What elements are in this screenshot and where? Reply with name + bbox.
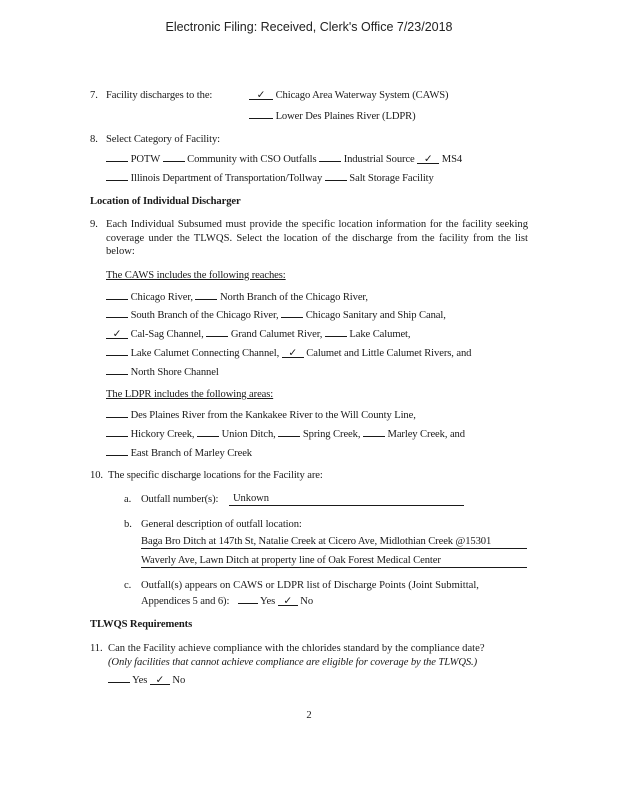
q8-idot-checkbox[interactable] bbox=[106, 170, 128, 181]
q8-ms4-checkbox[interactable]: ✓ bbox=[417, 153, 439, 164]
q7-caws-label: Chicago Area Waterway System (CAWS) bbox=[275, 90, 449, 101]
lake-calumet-label: Lake Calumet, bbox=[349, 329, 411, 340]
q8-salt-checkbox[interactable] bbox=[325, 170, 347, 181]
north-shore-checkbox[interactable] bbox=[106, 364, 128, 375]
desplaines-checkbox[interactable] bbox=[106, 407, 128, 418]
q7-ldpr-label: Lower Des Plaines River (LDPR) bbox=[275, 111, 416, 122]
spring-creek-checkbox[interactable] bbox=[278, 426, 300, 437]
q11-number: 11. bbox=[90, 643, 103, 654]
q11-no-checkbox[interactable]: ✓ bbox=[150, 674, 170, 685]
q10c-no-label: No bbox=[300, 596, 314, 607]
marley-creek-checkbox[interactable] bbox=[363, 426, 385, 437]
ldpr-row1 bbox=[106, 407, 416, 422]
north-branch-label: North Branch of the Chicago River, bbox=[220, 292, 368, 303]
sanitary-canal-checkbox[interactable] bbox=[281, 307, 303, 318]
page-number: 2 bbox=[306, 710, 312, 721]
calumet-rivers-checkbox[interactable]: ✓ bbox=[282, 347, 304, 358]
q8-cso-label: Community with CSO Outfalls bbox=[187, 154, 317, 165]
q10c-yes-label: Yes bbox=[260, 596, 276, 607]
q10c-letter: c. bbox=[124, 580, 132, 591]
union-ditch-label: Union Ditch, bbox=[221, 429, 276, 440]
q8-row2 bbox=[106, 170, 434, 185]
desplaines-label: Des Plaines River from the Kankakee River to the Will County Line, bbox=[130, 410, 416, 421]
q10c-text-line2: Appendices 5 and 6): bbox=[141, 596, 230, 607]
q10c-text-line1: Outfall(s) appears on CAWS or LDPR list of Discharge Points (Joint Submittal, bbox=[141, 580, 479, 591]
q10c-row bbox=[141, 593, 313, 608]
hickory-label: Hickory Creek, bbox=[130, 429, 195, 440]
caws-heading: The CAWS includes the following reaches: bbox=[106, 270, 286, 281]
caws-row3 bbox=[106, 326, 410, 341]
caws-row5 bbox=[106, 364, 219, 379]
q11-note: (Only facilities that cannot achieve compliance are eligible for coverage by the TLWQS.) bbox=[108, 657, 478, 668]
caws-row2 bbox=[106, 307, 446, 322]
q10c-no-checkbox[interactable]: ✓ bbox=[278, 595, 298, 606]
spring-creek-label: Spring Creek, bbox=[302, 429, 361, 440]
calumet-rivers-label: Calumet and Little Calumet Rivers, and bbox=[306, 348, 472, 359]
q7-option-caws[interactable] bbox=[249, 89, 448, 102]
outfall-description-line1[interactable]: Baga Bro Ditch at 147th St, Natalie Creek at Cicero Ave, Midlothian Creek @15301 bbox=[141, 535, 527, 549]
q7-option-ldpr[interactable] bbox=[249, 108, 416, 123]
chicago-river-checkbox[interactable] bbox=[106, 289, 128, 300]
q7-caws-checkbox[interactable]: ✓ bbox=[249, 89, 273, 100]
q11-question: Can the Facility achieve compliance with the chlorides standard by the compliance date? bbox=[108, 643, 485, 654]
q8-ms4-label: MS4 bbox=[441, 154, 463, 165]
q10b-letter: b. bbox=[124, 519, 132, 530]
q10c-yes-checkbox[interactable] bbox=[238, 593, 258, 604]
sanitary-canal-label: Chicago Sanitary and Ship Canal, bbox=[305, 310, 446, 321]
q11-yes-label: Yes bbox=[132, 675, 148, 686]
outfall-description-line2[interactable]: Waverly Ave, Lawn Ditch at property line of Oak Forest Medical Center bbox=[141, 554, 527, 568]
outfall-number-value: Unkown bbox=[233, 493, 269, 504]
q7-ldpr-checkbox[interactable] bbox=[249, 108, 273, 119]
lake-calumet-checkbox[interactable] bbox=[325, 326, 347, 337]
q9-instructions: Each Individual Subsumed must provide the specific location information for the facility seeking coverage under the TLWQS. Select the location of the discharge from the facility from the list below: bbox=[106, 219, 528, 257]
q11-no-label: No bbox=[172, 675, 186, 686]
south-branch-checkbox[interactable] bbox=[106, 307, 128, 318]
q8-potw-checkbox[interactable] bbox=[106, 151, 128, 162]
marley-creek-label: Marley Creek, and bbox=[387, 429, 465, 440]
grand-calumet-label: Grand Calumet River, bbox=[230, 329, 323, 340]
east-marley-checkbox[interactable] bbox=[106, 445, 128, 456]
q8-salt-label: Salt Storage Facility bbox=[349, 173, 434, 184]
outfall-number-field[interactable] bbox=[229, 492, 464, 506]
grand-calumet-checkbox[interactable] bbox=[206, 326, 228, 337]
q11-answer-row bbox=[108, 672, 185, 687]
north-shore-label: North Shore Channel bbox=[130, 367, 219, 378]
q10-number: 10. bbox=[90, 470, 103, 481]
calsag-label: Cal-Sag Channel, bbox=[130, 329, 204, 340]
calsag-checkbox[interactable]: ✓ bbox=[106, 328, 128, 339]
q8-cso-checkbox[interactable] bbox=[163, 151, 185, 162]
q8-label: Select Category of Facility: bbox=[106, 134, 220, 145]
q8-idot-label: Illinois Department of Transportation/Tollway bbox=[130, 173, 323, 184]
q9-number: 9. bbox=[90, 219, 98, 230]
caws-row1 bbox=[106, 289, 368, 304]
q10b-label: General description of outfall location: bbox=[141, 519, 302, 530]
q8-industrial-label: Industrial Source bbox=[343, 154, 415, 165]
union-ditch-checkbox[interactable] bbox=[197, 426, 219, 437]
q10-label: The specific discharge locations for the Facility are: bbox=[108, 470, 323, 481]
section-tlwqs-heading: TLWQS Requirements bbox=[90, 619, 193, 630]
q10a-letter: a. bbox=[124, 494, 132, 505]
q8-industrial-checkbox[interactable] bbox=[319, 151, 341, 162]
q7-number: 7. bbox=[90, 90, 98, 101]
ldpr-row3 bbox=[106, 445, 252, 460]
caws-row4 bbox=[106, 345, 471, 360]
hickory-checkbox[interactable] bbox=[106, 426, 128, 437]
q11-yes-checkbox[interactable] bbox=[108, 672, 130, 683]
south-branch-label: South Branch of the Chicago River, bbox=[130, 310, 279, 321]
lake-calumet-conn-label: Lake Calumet Connecting Channel, bbox=[130, 348, 280, 359]
ldpr-heading: The LDPR includes the following areas: bbox=[106, 389, 274, 400]
section-location-heading: Location of Individual Discharger bbox=[90, 196, 241, 207]
north-branch-checkbox[interactable] bbox=[195, 289, 217, 300]
lake-calumet-conn-checkbox[interactable] bbox=[106, 345, 128, 356]
q8-potw-label: POTW bbox=[130, 154, 160, 165]
q8-row1 bbox=[106, 151, 462, 166]
q10a-label: Outfall number(s): bbox=[141, 494, 219, 505]
q7-label: Facility discharges to the: bbox=[106, 90, 213, 101]
q8-number: 8. bbox=[90, 134, 98, 145]
filing-header: Electronic Filing: Received, Clerk's Office 7/23/2018 bbox=[165, 20, 453, 34]
east-marley-label: East Branch of Marley Creek bbox=[130, 448, 252, 459]
chicago-river-label: Chicago River, bbox=[130, 292, 193, 303]
ldpr-row2 bbox=[106, 426, 465, 441]
